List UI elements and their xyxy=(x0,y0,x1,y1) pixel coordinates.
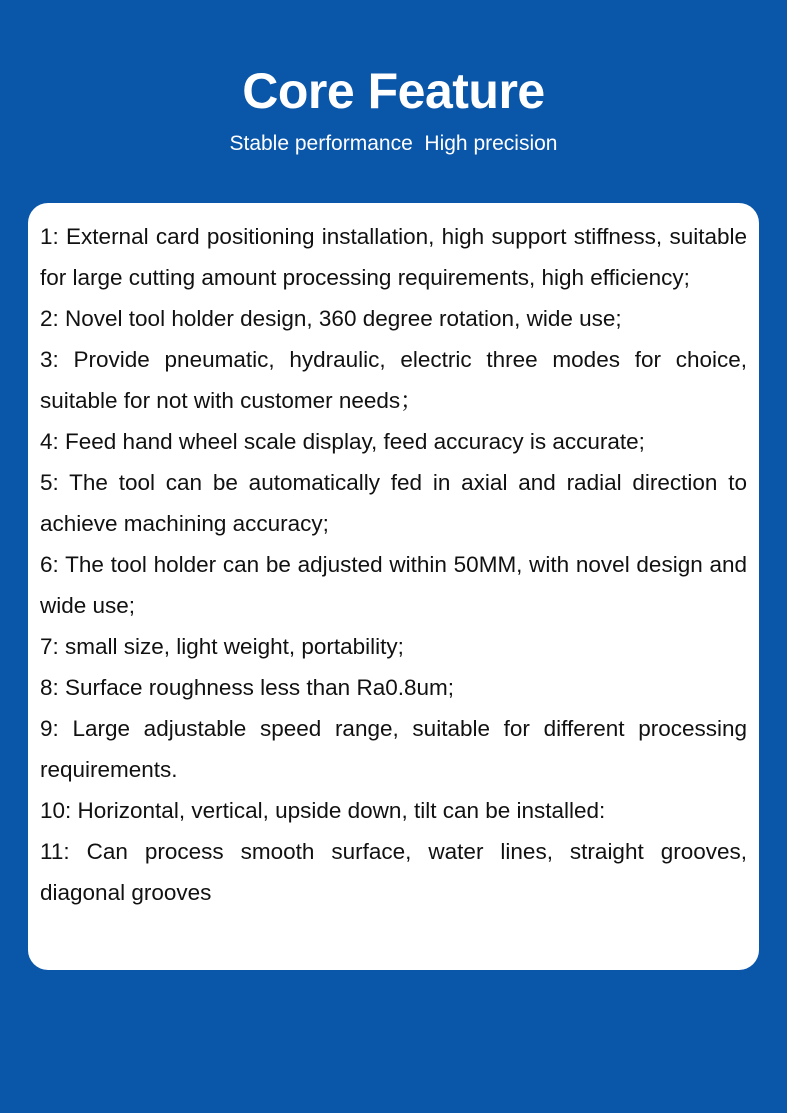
feature-item-10: 10: Horizontal, vertical, upside down, tilt can be installed: xyxy=(40,798,606,823)
feature-item-8: 8: Surface roughness less than Ra0.8um; xyxy=(40,675,454,700)
feature-item-3: 3: Provide pneumatic, hydraulic, electric three modes for choice, suitable for not with customer needs； xyxy=(40,347,747,413)
feature-item-1: 1: External card positioning installation, high support stiffness, suitable for large cutting amount processing requirements, high efficiency; xyxy=(40,224,747,290)
feature-list xyxy=(40,216,747,913)
feature-item-9: 9: Large adjustable speed range, suitable for different processing requirements. xyxy=(40,716,747,782)
page-title: Core Feature xyxy=(242,63,545,119)
feature-item-7: 7: small size, light weight, portability; xyxy=(40,634,404,659)
page-subtitle: Stable performance High precision xyxy=(229,132,558,155)
feature-item-2: 2: Novel tool holder design, 360 degree rotation, wide use; xyxy=(40,306,622,331)
feature-card xyxy=(28,203,759,970)
feature-item-6: 6: The tool holder can be adjusted within 50MM, with novel design and wide use; xyxy=(40,552,747,618)
feature-item-5: 5: The tool can be automatically fed in axial and radial direction to achieve machining accuracy; xyxy=(40,470,747,536)
feature-item-11: 11: Can process smooth surface, water lines, straight grooves, diagonal grooves xyxy=(40,839,747,905)
feature-item-4: 4: Feed hand wheel scale display, feed accuracy is accurate; xyxy=(40,429,645,454)
